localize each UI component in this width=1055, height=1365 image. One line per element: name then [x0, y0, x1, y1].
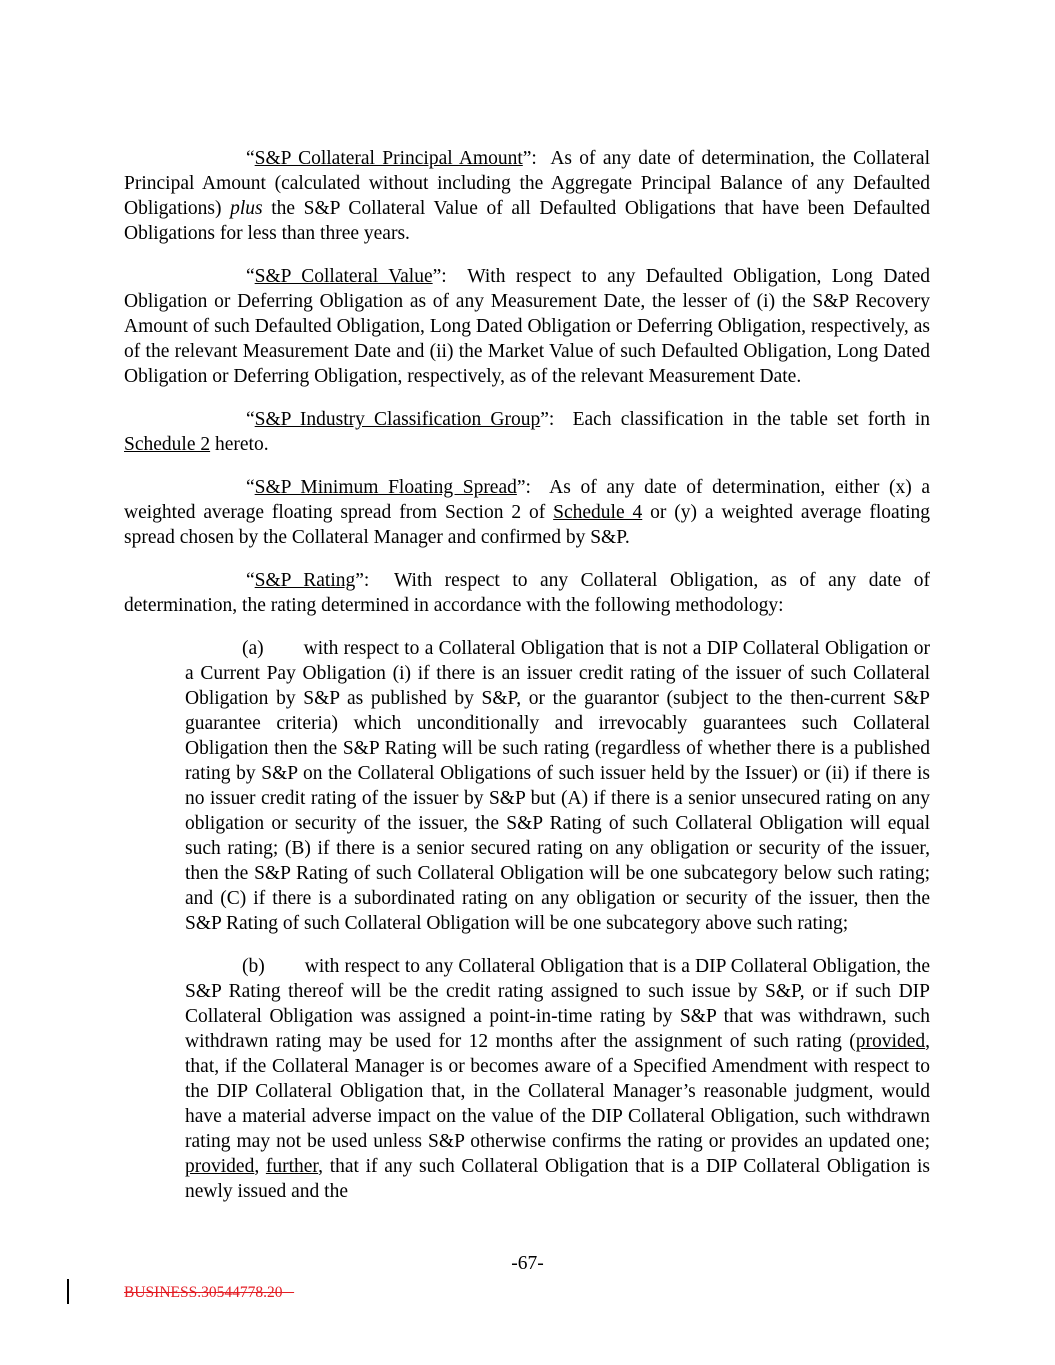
open-quote: “	[246, 266, 255, 287]
paragraph-text: or (y) a weighted average floating spread chosen by the Collateral Manager and confirmed by S&P.	[124, 502, 930, 548]
open-quote: “	[246, 477, 255, 498]
defined-term-sp-collateral-principal-amount: S&P Collateral Principal Amount	[254, 148, 523, 169]
document-id-redline: BUSINESS.30544778.20	[124, 1284, 283, 1301]
paragraph-text: with respect to any Collateral Obligation that is a DIP Collateral Obligation, the S&P Rating thereof will be the credit rating assigned to such issue by S&P, or if such DIP Collateral Obligation was assigned a point-in-time rating by S&P that was withdrawn, such withdrawn rating may be used for 12 months after the assignment of such rating (	[185, 956, 930, 1052]
paragraph-text: , that, if the Collateral Manager is or becomes aware of a Specified Amendment with respect to the DIP Collateral Obligation that, in the Collateral Manager’s reasonable judgment, would have a material adverse impact on the value of the DIP Collateral Obligation, such withdrawn rating may not be used unless S&P otherwise confirms the rating or provides an updated one;	[185, 1031, 930, 1152]
schedule-2-reference: Schedule 2	[124, 434, 211, 455]
paragraph-text: ,	[254, 1156, 266, 1177]
paragraph-text: , that if any such Collateral Obligation that is a DIP Collateral Obligation is newly issued and the	[185, 1156, 930, 1202]
open-quote: “	[246, 570, 255, 591]
clause-label-a: (a)	[242, 638, 264, 659]
open-quote: “	[246, 148, 255, 169]
page-number: -67-	[511, 1253, 544, 1274]
defined-term-sp-rating: S&P Rating	[254, 570, 356, 591]
proviso-further: further	[265, 1156, 319, 1177]
change-bar	[67, 1279, 69, 1304]
paragraph-text: ”: As of any date of determination, either (x) a weighted average floating spread from Section 2 of	[124, 477, 930, 523]
defined-term-sp-minimum-floating-spread: S&P Minimum Floating Spread	[254, 477, 517, 498]
paragraph-sp-industry-classification-group	[124, 407, 930, 457]
paragraph-text: ”: Each classification in the table set forth in	[540, 409, 931, 430]
defined-term-sp-industry-classification-group: S&P Industry Classification Group	[254, 409, 541, 430]
paragraph-text: the S&P Collateral Value of all Defaulted Obligations that have been Defaulted Obligations for less than three years.	[124, 198, 930, 244]
paragraph-sp-rating-clause-a	[185, 636, 930, 936]
schedule-4-reference: Schedule 4	[553, 502, 643, 523]
proviso-provided: provided	[855, 1031, 926, 1052]
paragraph-text: ”: As of any date of determination, the Collateral Principal Amount (calculated without including the Aggregate Principal Balance of any Defaulted Obligations)	[124, 148, 931, 219]
paragraph-sp-rating-clause-b	[185, 954, 930, 1204]
italic-plus: plus	[230, 198, 263, 219]
paragraph-text: hereto.	[210, 434, 269, 455]
paragraph-sp-rating	[124, 568, 930, 618]
paragraph-sp-minimum-floating-spread	[124, 475, 930, 550]
clause-label-b: (b)	[242, 956, 265, 977]
document-body	[124, 146, 930, 1222]
defined-term-sp-collateral-value: S&P Collateral Value	[254, 266, 433, 287]
paragraph-text: ”: With respect to any Defaulted Obligation, Long Dated Obligation or Deferring Obligation as of any Measurement Date, the lesser of (i) the S&P Recovery Amount of such Defaulted Obligation, Long Dated Obligation or Deferring Obligation, respectively, as of the relevant Measurement Date and (ii) the Market Value of such Defaulted Obligation, Long Dated Obligation or Deferring Obligation, respectively, as of the relevant Measurement Date.	[124, 266, 930, 387]
paragraph-text: ”: With respect to any Collateral Obligation, as of any date of determination, the rating determined in accordance with the following methodology:	[124, 570, 930, 616]
paragraph-text: with respect to a Collateral Obligation that is not a DIP Collateral Obligation or a Current Pay Obligation (i) if there is an issuer credit rating of the issuer of such Collateral Obligation by S&P as published by S&P, or the guarantor (subject to the then-current S&P guarantee criteria) which unconditionally and irrevocably guarantees such Collateral Obligation then the S&P Rating will be such rating (regardless of whether there is a published rating by S&P on the Collateral Obligations of such issuer held by the Issuer) or (ii) if there is no issuer credit rating of the issuer by S&P but (A) if there is a senior unsecured rating on any obligation or security of the issuer, the S&P Rating of such Collateral Obligation will equal such rating; (B) if there is a senior secured rating on any obligation or security of the issuer, then the S&P Rating of such Collateral Obligation will be one subcategory below such rating; and (C) if there is a subordinated rating on any obligation or security of the issuer, then the S&P Rating of such Collateral Obligation will be one subcategory above such rating;	[185, 638, 930, 934]
paragraph-sp-collateral-value	[124, 264, 930, 389]
proviso-provided: provided	[185, 1156, 255, 1177]
paragraph-sp-collateral-principal-amount	[124, 146, 930, 246]
open-quote: “	[246, 409, 255, 430]
